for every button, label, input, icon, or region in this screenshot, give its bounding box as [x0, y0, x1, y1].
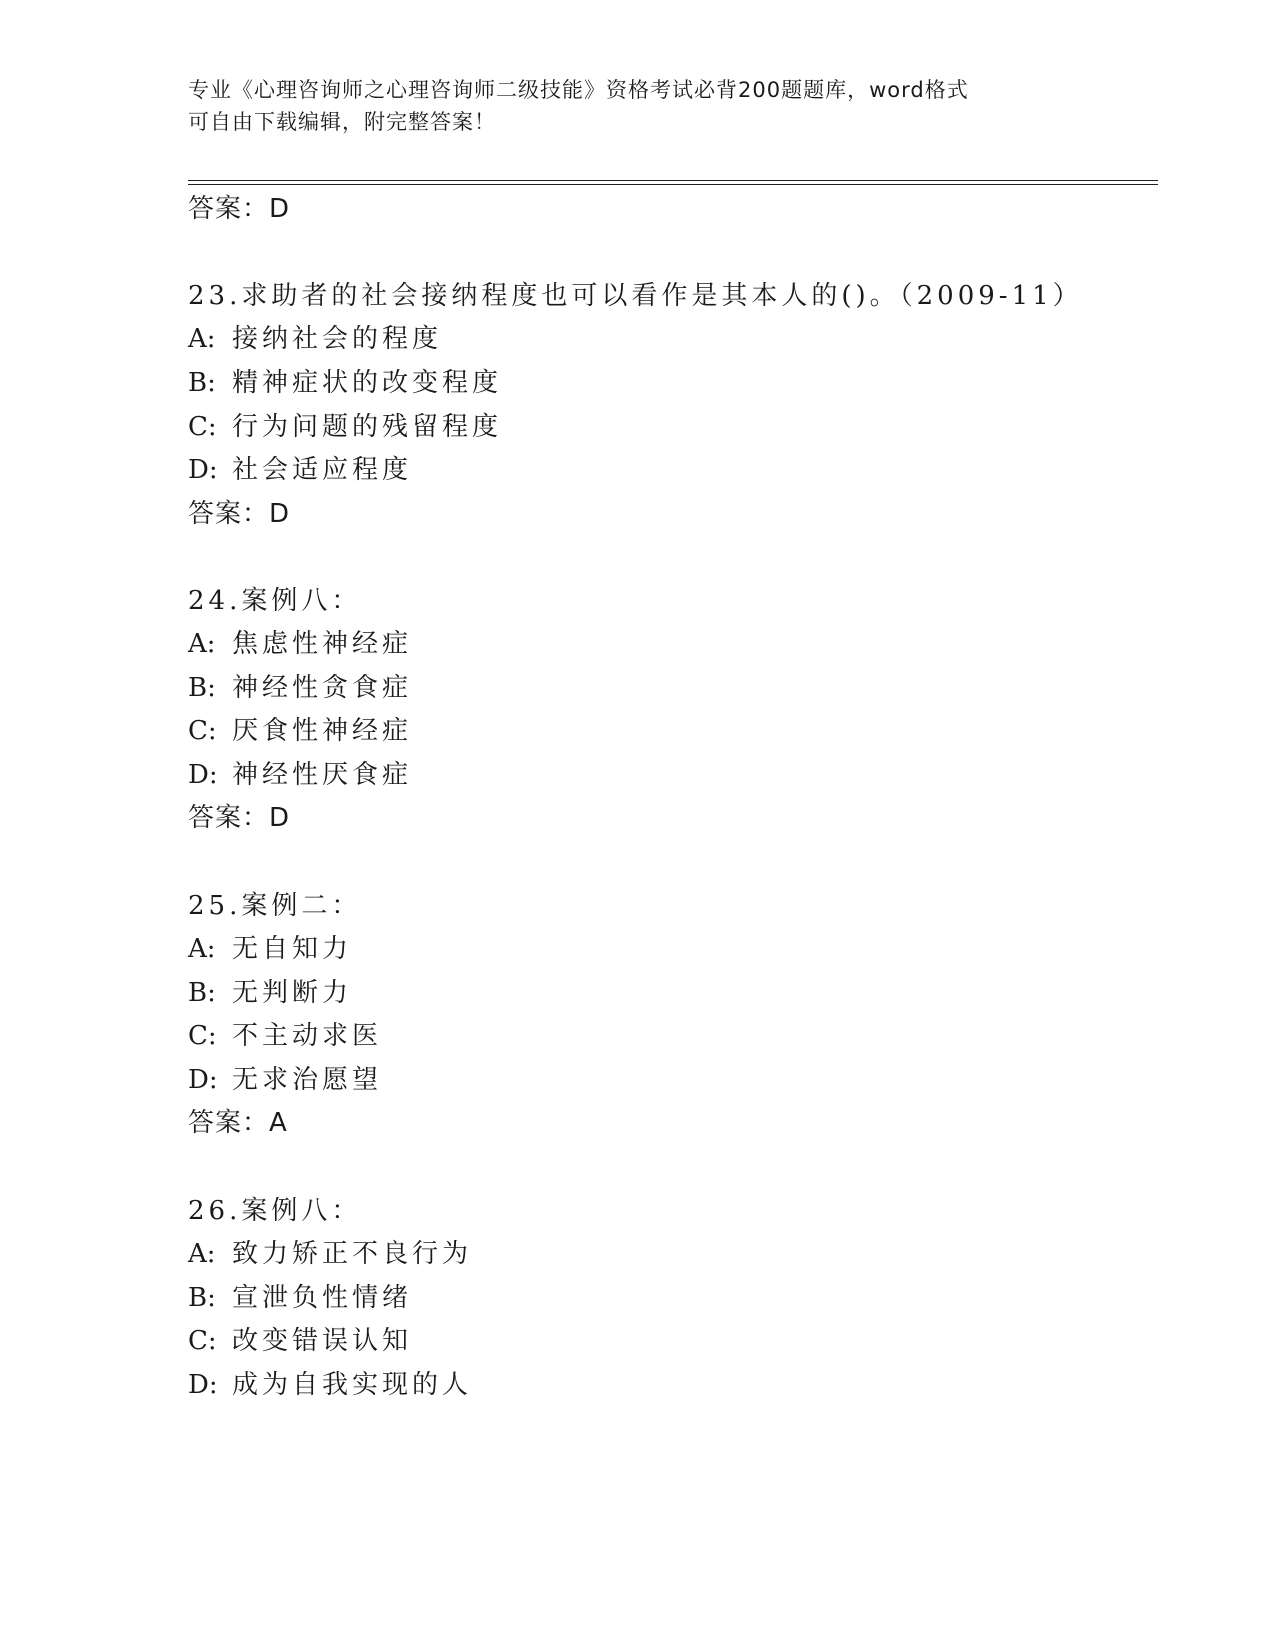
option-key: A:	[188, 934, 216, 964]
question-26-option-b	[188, 1277, 412, 1314]
option-text: 厌食性神经症	[232, 716, 413, 746]
question-23-answer: 答案：D	[188, 499, 291, 529]
question-24-stem: 24.案例八：	[188, 586, 362, 616]
option-key: D:	[188, 1370, 218, 1400]
option-key: A:	[188, 324, 216, 354]
option-key: B:	[188, 368, 216, 398]
option-text: 致力矫正不良行为	[232, 1239, 473, 1269]
question-23-option-b	[188, 362, 502, 399]
question-26-stem: 26.案例八：	[188, 1196, 362, 1226]
question-25-option-b	[188, 972, 352, 1009]
option-text: 无判断力	[232, 978, 353, 1008]
option-text: 行为问题的残留程度	[232, 412, 503, 442]
option-key: D:	[188, 760, 218, 790]
question-24-option-d	[188, 754, 412, 791]
question-23-option-c	[188, 406, 502, 443]
question-26-option-d	[188, 1364, 472, 1401]
header-rule-bottom	[188, 184, 1158, 185]
question-26-option-a	[188, 1233, 472, 1270]
option-key: A:	[188, 1239, 216, 1269]
option-key: B:	[188, 1283, 216, 1313]
question-24-option-c	[188, 710, 412, 747]
header-line-2: 可自由下载编辑，附完整答案！	[188, 110, 496, 134]
option-text: 神经性贪食症	[232, 673, 413, 703]
question-23-option-a	[188, 318, 442, 355]
option-text: 社会适应程度	[232, 455, 413, 485]
option-text: 无求治愿望	[232, 1065, 383, 1095]
document-header	[188, 74, 1088, 138]
question-25-option-d	[188, 1059, 382, 1096]
answer-prev: 答案：D	[188, 194, 291, 224]
option-key: B:	[188, 978, 216, 1008]
header-line-1: 专业《心理咨询师之心理咨询师二级技能》资格考试必背200题题库，word格式	[188, 78, 969, 102]
option-key: C:	[188, 1326, 217, 1356]
question-25-stem: 25.案例二：	[188, 891, 362, 921]
option-key: C:	[188, 412, 217, 442]
question-24-answer: 答案：D	[188, 803, 291, 833]
option-key: C:	[188, 716, 217, 746]
option-text: 焦虑性神经症	[232, 629, 413, 659]
question-24-option-a	[188, 623, 412, 660]
question-25-option-a	[188, 928, 352, 965]
option-text: 精神症状的改变程度	[232, 368, 503, 398]
question-25-option-c	[188, 1015, 382, 1052]
option-text: 无自知力	[232, 934, 353, 964]
option-key: A:	[188, 629, 216, 659]
question-23-stem: 23.求助者的社会接纳程度也可以看作是其本人的()。（2009-11）	[188, 281, 1083, 311]
option-text: 成为自我实现的人	[232, 1370, 473, 1400]
question-23-option-d	[188, 449, 412, 486]
option-text: 宣泄负性情绪	[232, 1283, 413, 1313]
option-text: 接纳社会的程度	[232, 324, 443, 354]
question-26-option-c	[188, 1320, 412, 1357]
option-key: D:	[188, 1065, 218, 1095]
option-key: D:	[188, 455, 218, 485]
question-24-option-b	[188, 667, 412, 704]
question-25-answer: 答案：A	[188, 1108, 288, 1138]
option-text: 神经性厌食症	[232, 760, 413, 790]
option-key: C:	[188, 1021, 217, 1051]
option-key: B:	[188, 673, 216, 703]
header-rule-top	[188, 180, 1158, 181]
option-text: 不主动求医	[232, 1021, 383, 1051]
option-text: 改变错误认知	[232, 1326, 413, 1356]
